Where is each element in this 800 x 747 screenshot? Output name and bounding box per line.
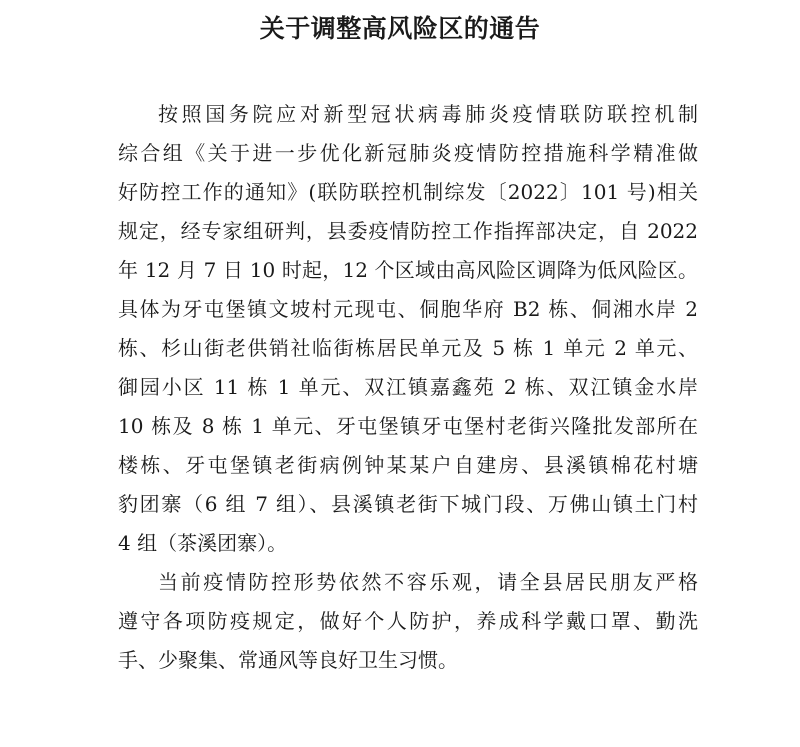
document-body (118, 95, 698, 680)
paragraph-line: 遵守各项防疫规定，做好个人防护，养成科学戴口罩、勤洗 (118, 609, 698, 633)
paragraph-line: 当前疫情防控形势依然不容乐观，请全县居民朋友严格 (158, 570, 698, 594)
paragraph-line: 好防控工作的通知》(联防联控机制综发〔2022〕101 号)相关 (118, 180, 698, 204)
paragraph-line: 10 栋及 8 栋 1 单元、牙屯堡镇牙屯堡村老街兴隆批发部所在 (118, 414, 698, 438)
paragraph-line: 具体为牙屯堡镇文坡村元现屯、侗胞华府 B2 栋、侗湘水岸 2 (118, 297, 698, 321)
paragraph-line: 规定，经专家组研判，县委疫情防控工作指挥部决定，自 2022 (118, 219, 698, 243)
paragraph-line: 御园小区 11 栋 1 单元、双江镇嘉鑫苑 2 栋、双江镇金水岸 (118, 375, 698, 399)
paragraph-line: 栋、杉山街老供销社临街栋居民单元及 5 栋 1 单元 2 单元、 (118, 336, 698, 360)
paragraph-line: 手、少聚集、常通风等良好卫生习惯。 (118, 648, 458, 672)
document-title: 关于调整高风险区的通告 (259, 14, 541, 43)
paragraph-line: 楼栋、牙屯堡镇老街病例钟某某户自建房、县溪镇棉花村塘 (118, 453, 698, 477)
paragraph-line: 4 组（茶溪团寨）。 (118, 531, 288, 555)
paragraph-line: 综合组《关于进一步优化新冠肺炎疫情防控措施科学精准做 (118, 141, 698, 165)
paragraph-line: 豹团寨（6 组 7 组）、县溪镇老街下城门段、万佛山镇土门村 (118, 492, 698, 516)
paragraph-line: 按照国务院应对新型冠状病毒肺炎疫情联防联控机制 (158, 102, 698, 126)
paragraph-2 (118, 563, 698, 680)
paragraph-line: 年 12 月 7 日 10 时起，12 个区域由高风险区调降为低风险区。 (118, 258, 698, 282)
paragraph-1 (118, 95, 698, 563)
